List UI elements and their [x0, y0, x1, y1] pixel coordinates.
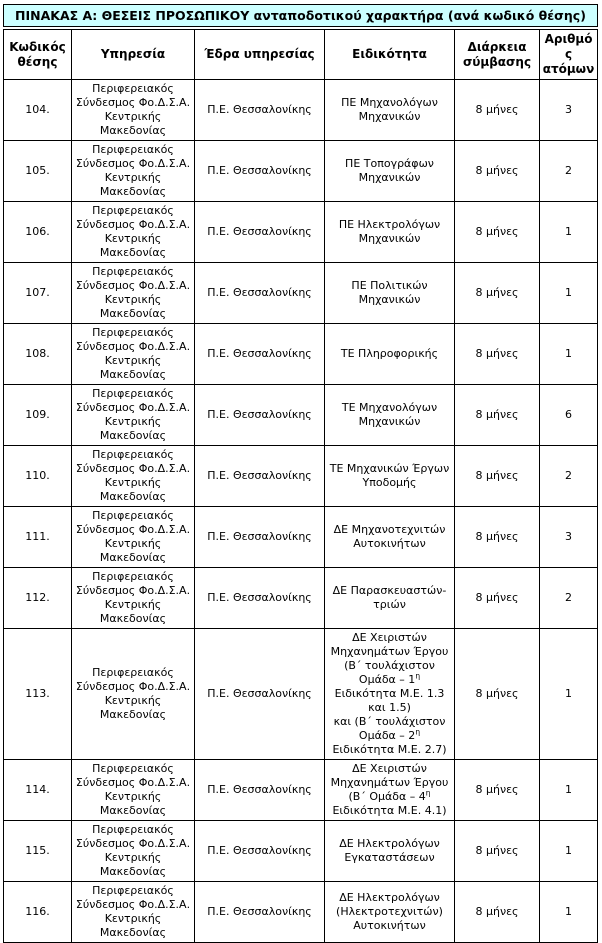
cell-position-code: 108. [4, 324, 72, 385]
cell-position-code: 110. [4, 446, 72, 507]
cell-specialty: ΔΕ Ηλεκτρολόγων Εγκαταστάσεων [325, 821, 455, 882]
cell-people-count: 1 [540, 760, 598, 821]
cell-specialty: ΤΕ Μηχανολόγων Μηχανικών [325, 385, 455, 446]
cell-position-code: 115. [4, 821, 72, 882]
cell-specialty: ΠΕ Πολιτικών Μηχανικών [325, 263, 455, 324]
cell-people-count: 3 [540, 507, 598, 568]
cell-position-code: 109. [4, 385, 72, 446]
cell-specialty: ΔΕ Μηχανοτεχνιτών Αυτοκινήτων [325, 507, 455, 568]
cell-specialty: ΠΕ Τοπογράφων Μηχανικών [325, 141, 455, 202]
cell-people-count: 1 [540, 263, 598, 324]
cell-service: Περιφερειακός Σύνδεσμος Φο.Δ.Σ.Α. Κεντρικής Μακεδονίας [72, 446, 195, 507]
cell-contract-duration: 8 μήνες [455, 385, 540, 446]
cell-service-seat: Π.Ε. Θεσσαλονίκης [195, 324, 325, 385]
cell-contract-duration: 8 μήνες [455, 760, 540, 821]
cell-service: Περιφερειακός Σύνδεσμος Φο.Δ.Σ.Α. Κεντρικής Μακεδονίας [72, 385, 195, 446]
cell-service: Περιφερειακός Σύνδεσμος Φο.Δ.Σ.Α. Κεντρικής Μακεδονίας [72, 80, 195, 141]
cell-service: Περιφερειακός Σύνδεσμος Φο.Δ.Σ.Α. Κεντρικής Μακεδονίας [72, 629, 195, 760]
cell-contract-duration: 8 μήνες [455, 882, 540, 943]
cell-contract-duration: 8 μήνες [455, 141, 540, 202]
cell-position-code: 116. [4, 882, 72, 943]
cell-specialty: ΤΕ Πληροφορικής [325, 324, 455, 385]
cell-position-code: 107. [4, 263, 72, 324]
cell-service: Περιφερειακός Σύνδεσμος Φο.Δ.Σ.Α. Κεντρικής Μακεδονίας [72, 141, 195, 202]
cell-specialty: ΔΕ Παρασκευαστών-τριών [325, 568, 455, 629]
table-row [4, 202, 598, 263]
cell-specialty: ΤΕ Μηχανικών Έργων Υποδομής [325, 446, 455, 507]
cell-people-count: 1 [540, 821, 598, 882]
cell-people-count: 2 [540, 568, 598, 629]
cell-specialty: ΔΕ Χειριστών Μηχανημάτων Έργου (Β΄ τουλάχιστον Ομάδα – $1^\eta$ Ειδικότητα Μ.Ε. 1.3 και 1.5) και (Β΄ τουλάχιστον Ομάδα – $2^\eta$ Ειδικότητα Μ.Ε. 2.7) [325, 629, 455, 760]
cell-specialty: ΠΕ Μηχανολόγων Μηχανικών [325, 80, 455, 141]
cell-contract-duration: 8 μήνες [455, 568, 540, 629]
table-row [4, 141, 598, 202]
cell-contract-duration: 8 μήνες [455, 629, 540, 760]
cell-service: Περιφερειακός Σύνδεσμος Φο.Δ.Σ.Α. Κεντρικής Μακεδονίας [72, 202, 195, 263]
table-row [4, 507, 598, 568]
cell-people-count: 1 [540, 324, 598, 385]
cell-people-count: 1 [540, 882, 598, 943]
cell-service-seat: Π.Ε. Θεσσαλονίκης [195, 882, 325, 943]
cell-position-code: 113. [4, 629, 72, 760]
cell-service: Περιφερειακός Σύνδεσμος Φο.Δ.Σ.Α. Κεντρικής Μακεδονίας [72, 882, 195, 943]
cell-position-code: 104. [4, 80, 72, 141]
table-row [4, 821, 598, 882]
table-row [4, 760, 598, 821]
table-row [4, 568, 598, 629]
cell-service-seat: Π.Ε. Θεσσαλονίκης [195, 507, 325, 568]
table-row [4, 385, 598, 446]
cell-service-seat: Π.Ε. Θεσσαλονίκης [195, 385, 325, 446]
table-row [4, 263, 598, 324]
cell-service: Περιφερειακός Σύνδεσμος Φο.Δ.Σ.Α. Κεντρικής Μακεδονίας [72, 760, 195, 821]
header-row [4, 30, 598, 80]
cell-service-seat: Π.Ε. Θεσσαλονίκης [195, 760, 325, 821]
cell-people-count: 3 [540, 80, 598, 141]
cell-service-seat: Π.Ε. Θεσσαλονίκης [195, 141, 325, 202]
cell-service: Περιφερειακός Σύνδεσμος Φο.Δ.Σ.Α. Κεντρικής Μακεδονίας [72, 263, 195, 324]
cell-position-code: 111. [4, 507, 72, 568]
cell-contract-duration: 8 μήνες [455, 324, 540, 385]
cell-contract-duration: 8 μήνες [455, 821, 540, 882]
cell-people-count: 2 [540, 141, 598, 202]
column-header-people-count: Αριθμός ατόμων [540, 30, 598, 80]
cell-specialty: ΔΕ Χειριστών Μηχανημάτων Έργου (Β΄ Ομάδα – $4^\eta$ Ειδικότητα Μ.Ε. 4.1) [325, 760, 455, 821]
cell-service-seat: Π.Ε. Θεσσαλονίκης [195, 446, 325, 507]
cell-people-count: 1 [540, 629, 598, 760]
table-row [4, 324, 598, 385]
cell-position-code: 112. [4, 568, 72, 629]
table-title: ΠΙΝΑΚΑΣ Α: ΘΕΣΕΙΣ ΠΡΟΣΩΠΙΚΟΥ ανταποδοτικού χαρακτήρα (ανά κωδικό θέσης) [3, 4, 598, 27]
cell-position-code: 114. [4, 760, 72, 821]
cell-service-seat: Π.Ε. Θεσσαλονίκης [195, 821, 325, 882]
column-header-position-code: Κωδικός θέσης [4, 30, 72, 80]
cell-service-seat: Π.Ε. Θεσσαλονίκης [195, 629, 325, 760]
cell-service: Περιφερειακός Σύνδεσμος Φο.Δ.Σ.Α. Κεντρικής Μακεδονίας [72, 568, 195, 629]
column-header-service: Υπηρεσία [72, 30, 195, 80]
table-row [4, 80, 598, 141]
cell-people-count: 6 [540, 385, 598, 446]
cell-service-seat: Π.Ε. Θεσσαλονίκης [195, 263, 325, 324]
table-row [4, 446, 598, 507]
cell-contract-duration: 8 μήνες [455, 507, 540, 568]
cell-contract-duration: 8 μήνες [455, 263, 540, 324]
cell-people-count: 2 [540, 446, 598, 507]
table-row [4, 629, 598, 760]
cell-service-seat: Π.Ε. Θεσσαλονίκης [195, 568, 325, 629]
cell-contract-duration: 8 μήνες [455, 446, 540, 507]
table-body [4, 80, 598, 943]
cell-service: Περιφερειακός Σύνδεσμος Φο.Δ.Σ.Α. Κεντρικής Μακεδονίας [72, 821, 195, 882]
column-header-specialty: Ειδικότητα [325, 30, 455, 80]
cell-contract-duration: 8 μήνες [455, 202, 540, 263]
cell-service: Περιφερειακός Σύνδεσμος Φο.Δ.Σ.Α. Κεντρικής Μακεδονίας [72, 324, 195, 385]
cell-people-count: 1 [540, 202, 598, 263]
column-header-contract-duration: Διάρκεια σύμβασης [455, 30, 540, 80]
cell-position-code: 106. [4, 202, 72, 263]
cell-position-code: 105. [4, 141, 72, 202]
cell-service-seat: Π.Ε. Θεσσαλονίκης [195, 202, 325, 263]
cell-contract-duration: 8 μήνες [455, 80, 540, 141]
table-row [4, 882, 598, 943]
cell-service: Περιφερειακός Σύνδεσμος Φο.Δ.Σ.Α. Κεντρικής Μακεδονίας [72, 507, 195, 568]
column-header-service-seat: Έδρα υπηρεσίας [195, 30, 325, 80]
positions-table [3, 29, 598, 943]
cell-specialty: ΔΕ Ηλεκτρολόγων (Ηλεκτροτεχνιτών) Αυτοκινήτων [325, 882, 455, 943]
cell-specialty: ΠΕ Ηλεκτρολόγων Μηχανικών [325, 202, 455, 263]
cell-service-seat: Π.Ε. Θεσσαλονίκης [195, 80, 325, 141]
